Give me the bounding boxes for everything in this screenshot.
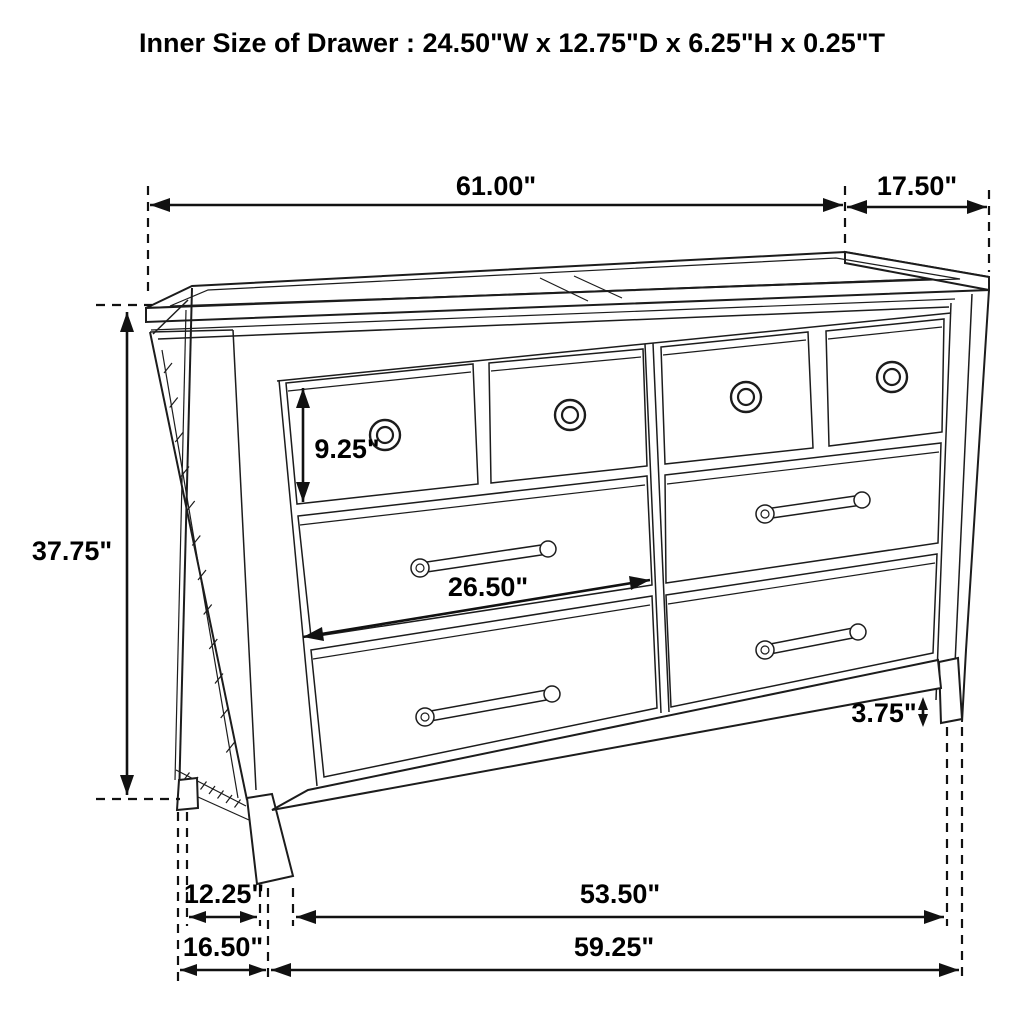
knob-icon — [877, 362, 907, 392]
dim-overall-height-label: 37.75" — [31, 536, 113, 566]
dim-base-width-label: 59.25" — [573, 932, 655, 962]
knob-icon — [555, 400, 585, 430]
dim-overall-width-label: 61.00" — [455, 171, 537, 201]
dim-inner-base-width-label: 53.50" — [579, 879, 661, 909]
dim-side-leg-spacing-label: 12.25" — [183, 879, 265, 909]
back-left-leg — [177, 778, 198, 810]
dim-base-depth — [180, 932, 266, 976]
dim-foot-height — [851, 697, 928, 728]
dim-foot-height-label: 3.75" — [851, 698, 917, 728]
page-title: Inner Size of Drawer : 24.50"W x 12.75"D x 6.25"H x 0.25"T — [138, 28, 886, 58]
dim-base-depth-label: 16.50" — [182, 932, 264, 962]
dim-drawer-front-width-label: 26.50" — [447, 572, 529, 602]
front-right-leg — [939, 658, 962, 723]
knob-icon — [731, 382, 761, 412]
dim-overall-depth-label: 17.50" — [876, 171, 958, 201]
dim-top-drawer-height-label: 9.25" — [314, 434, 380, 464]
dim-side-leg-spacing — [184, 879, 264, 923]
